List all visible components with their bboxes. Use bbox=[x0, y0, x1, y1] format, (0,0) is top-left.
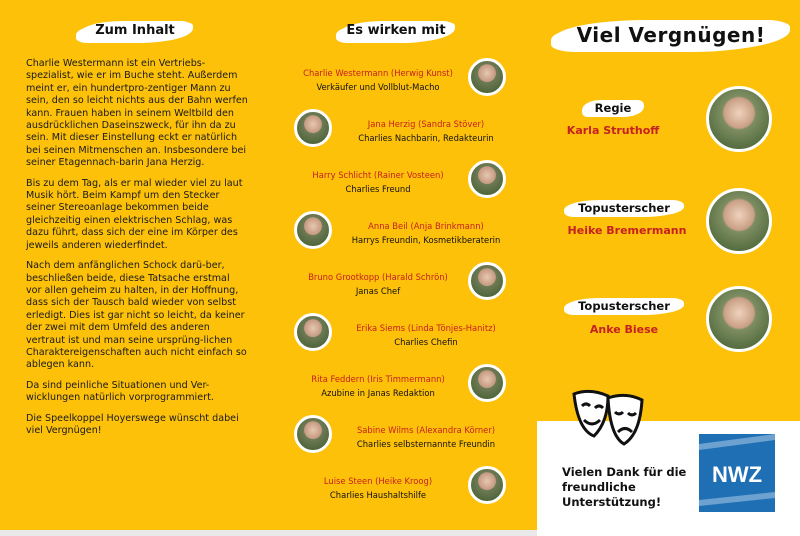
cast-member bbox=[290, 362, 516, 408]
cast-photo bbox=[468, 262, 506, 300]
heading-zum-inhalt: Zum Inhalt bbox=[80, 21, 190, 41]
cast-role: Charlies Freund bbox=[345, 184, 411, 194]
cast-photo bbox=[294, 313, 332, 351]
cast-name: Anna Beil (Anja Brinkmann) bbox=[368, 221, 484, 231]
cast-name: Charlie Westermann (Herwig Kunst) bbox=[303, 68, 453, 78]
cast-role: Verkäufer und Vollblut-Macho bbox=[316, 82, 440, 92]
cast-member bbox=[290, 107, 516, 153]
cast-role: Harrys Freundin, Kosmetikberaterin bbox=[351, 235, 501, 245]
cast-name: Harry Schlicht (Rainer Vosteen) bbox=[312, 170, 444, 180]
cast-photo bbox=[294, 211, 332, 249]
story-paragraph: Bis zu dem Tag, als er mal wieder viel zu laut Musik hört. Beim Kampf um den Stecker seiner Stereoanlage bekommen beide gleichzeitig einen elektrischen Schlag, was dazu führt, dass sich der eine im Körper des jeweils anderen wiederfindet. bbox=[26, 177, 243, 251]
sponsor-thanks: Vielen Dank für die freundliche Unterstützung! bbox=[562, 465, 687, 509]
story-paragraph: Die Speelkoppel Hoyerswege wünscht dabei viel Vergnügen! bbox=[26, 412, 239, 436]
staff-regie bbox=[560, 84, 780, 154]
staff-photo bbox=[706, 188, 772, 254]
cast-name: Luise Steen (Heike Kroog) bbox=[323, 476, 433, 486]
staff-label: Topusterscher bbox=[564, 200, 684, 217]
cast-photo bbox=[468, 160, 506, 198]
cast-photo bbox=[468, 364, 506, 402]
story-paragraph: Da sind peinliche Situationen und Ver-wicklungen natürlich vorprogrammiert. bbox=[26, 379, 214, 404]
cast-name: Jana Herzig (Sandra Stöver) bbox=[367, 119, 485, 129]
story-paragraph: Charlie Westermann ist ein Vertriebs-spezialist, wie er im Buche steht. Außerdem meint er, ein hundertpro-zentiger Mann zu sein, den so leicht nichts aus der Bahn werfen kann. Frauen haben in seinem Weltbild den ausdrücklichen Daseinszweck, für ihn da zu sein. Mit dieser Einstellung eckt er natürlich bei seinen Mitmenschen an. Insbesondere bei seiner Etagennach-barin Jana Herzig. bbox=[26, 58, 248, 169]
cast-photo bbox=[468, 58, 506, 96]
staff-name: Heike Bremermann bbox=[567, 224, 687, 237]
staff-topusterscher-2 bbox=[560, 284, 780, 354]
cast-member bbox=[290, 260, 516, 306]
nwz-logo-icon bbox=[699, 434, 775, 512]
story-text bbox=[26, 58, 248, 445]
cast-role: Janas Chef bbox=[355, 286, 401, 296]
cast-photo bbox=[294, 109, 332, 147]
heading-es-wirken-mit: Es wirken mit bbox=[340, 21, 452, 41]
cast-name: Bruno Grootkopp (Harald Schrön) bbox=[308, 272, 448, 282]
cast-role: Azubine in Janas Redaktion bbox=[321, 388, 435, 398]
staff-name: Karla Struthoff bbox=[566, 124, 660, 137]
staff-topusterscher-1 bbox=[560, 184, 780, 254]
staff-name: Anke Biese bbox=[589, 323, 659, 336]
nwz-logo-text: NWZ bbox=[711, 462, 763, 487]
cast-role: Charlies Nachbarin, Redakteurin bbox=[358, 133, 494, 143]
story-paragraph: Nach dem anfänglichen Schock darü-ber, beschließen beide, diese Tatsache erstmal vor allen geheim zu halten, in der Hoffnung, dass sich der Tausch bald wieder von selbst erledigt. Dies ist gar nicht so leicht, da keiner der zwei mit dem Umfeld des anderen vertraut ist und man seine ursprüng-lichen Charaktereigenschaften auch nicht einfach so ablegen kann. bbox=[26, 260, 247, 371]
cast-member bbox=[290, 464, 516, 510]
staff-label: Topusterscher bbox=[564, 298, 684, 315]
cast-member bbox=[290, 311, 516, 357]
cast-role: Charlies selbsternannte Freundin bbox=[356, 439, 496, 449]
cast-name: Erika Siems (Linda Tönjes-Hanitz) bbox=[356, 323, 496, 333]
staff-label: Regie bbox=[582, 100, 644, 117]
cast-member bbox=[290, 413, 516, 459]
cast-name: Sabine Wilms (Alexandra Körner) bbox=[356, 425, 496, 435]
staff-photo bbox=[706, 286, 772, 352]
bottom-strip bbox=[0, 530, 537, 536]
cast-name: Rita Feddern (Iris Timmermann) bbox=[311, 374, 445, 384]
cast-photo bbox=[294, 415, 332, 453]
cast-member bbox=[290, 56, 516, 102]
cast-member bbox=[290, 209, 516, 255]
heading-viel-vergnuegen: Viel Vergnügen! bbox=[555, 20, 787, 50]
cast-photo bbox=[468, 466, 506, 504]
cast-role: Charlies Haushaltshilfe bbox=[329, 490, 427, 500]
cast-member bbox=[290, 158, 516, 204]
staff-photo bbox=[706, 86, 772, 152]
cast-role: Charlies Chefin bbox=[394, 337, 458, 347]
theater-masks-icon bbox=[568, 386, 648, 448]
